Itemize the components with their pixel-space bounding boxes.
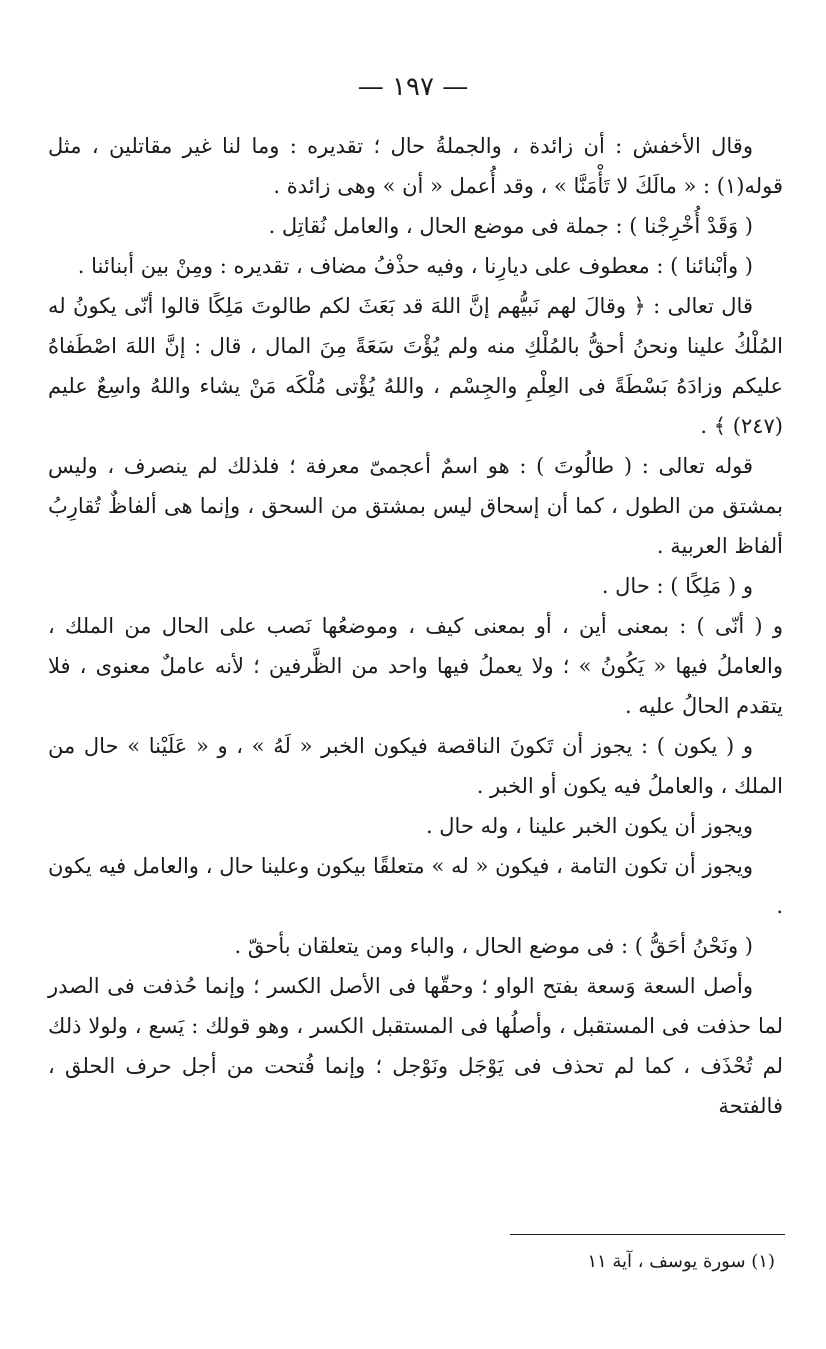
paragraph-akhfash: وقال الأخفش : أن زائدة ، والجملةُ حال ؛ تقديره : وما لنا غير مقاتلين ، مثل قوله(١) : « مالَكَ لا تَأْمَنَّا » ، وقد أُعمل « أن » وهى زائدة . (48, 134, 783, 198)
page-number: — ١٩٧ — (357, 72, 469, 102)
paragraph-nahnu-ahaqq: ( ونَحْنُ أحَقُّ ) : فى موضع الحال ، والباء ومن يتعلقان بأحقّ . (234, 934, 753, 958)
footnote-divider (510, 1234, 785, 1235)
paragraph-talut: قوله تعالى : ( طالُوتَ ) : هو اسمٌ أعجمىّ معرفة ؛ فلذلك لم ينصرف ، وليس بمشتق من الطول ، كما أن إسحاق ليس بمشتق من السحق ، وإنما هى ألفاظٌ تُقارِبُ ألفاظ العربية . (48, 454, 783, 558)
paragraph-ukhrijna: ( وَقَدْ أُخْرِجْنا ) : جملة فى موضع الحال ، والعامل نُقاتِل . (268, 214, 753, 238)
main-text (48, 126, 783, 1126)
footnote: (١) سورة يوسف ، آية ١١ (587, 1251, 775, 1272)
paragraph-anna: و ( أنّى ) : بمعنى أين ، أو بمعنى كيف ، وموضعُها نَصب على الحال من الملك ، والعاملُ فيها « يَكُونُ » ؛ ولا يعملُ فيها واحد من الظَّرفين ؛ لأنه عاملٌ معنوى ، فلا يتقدم الحالُ عليه . (48, 614, 783, 718)
paragraph-yakun: و ( يكون ) : يجوز أن تَكونَ الناقصة فيكون الخبر « لَهُ » ، و « عَلَيْنا » حال من الملك ، والعاملُ فيه يكون أو الخبر . (48, 734, 783, 798)
paragraph-verse-247: قال تعالى : ﴿ وقالَ لهم نَبيُّهم إنَّ اللهَ قد بَعَثَ لكم طالوتَ مَلِكًا قالوا أنّى يكونُ له المُلْكُ علينا ونحنُ أحقُّ بالمُلْكِ منه ولم يُؤْتَ سَعَةً مِنَ المال ، قال : إنَّ اللهَ اصْطَفاهُ عليكم وزادَهُ بَسْطَةً فى العِلْمِ والجِسْم ، واللهُ يُؤْتى مُلْكَه مَنْ يشاء واللهُ واسِعٌ عليم (٢٤٧) ﴾ . (48, 294, 783, 438)
paragraph-abnaina: ( وأبْنائنا ) : معطوف على ديارِنا ، وفيه حذْفُ مضاف ، تقديره : ومِنْ بين أبنائنا . (77, 254, 753, 278)
paragraph-saa: وأصل السعة وَسعة بفتح الواو ؛ وحقّها فى الأصل الكسر ؛ وإنما حُذفت فى الصدر لما حذفت فى المستقبل ، وأصلُها فى المستقبل الكسر ، وهو قولك : يَسع ، ولولا ذلك لم تُحْذَف ، كما لم تحذف فى يَوْجَل ونَوْجل ؛ وإنما فُتحت من أجل حرف الحلق ، فالفتحة (48, 974, 783, 1118)
paragraph-malikan: و ( مَلِكًا ) : حال . (601, 574, 753, 598)
paragraph-khabar-alayna: ويجوز أن يكون الخبر علينا ، وله حال . (425, 814, 753, 838)
paragraph-tamma: ويجوز أن تكون التامة ، فيكون « له » متعلقًا بيكون وعلينا حال ، والعامل فيه يكون . (48, 854, 783, 918)
